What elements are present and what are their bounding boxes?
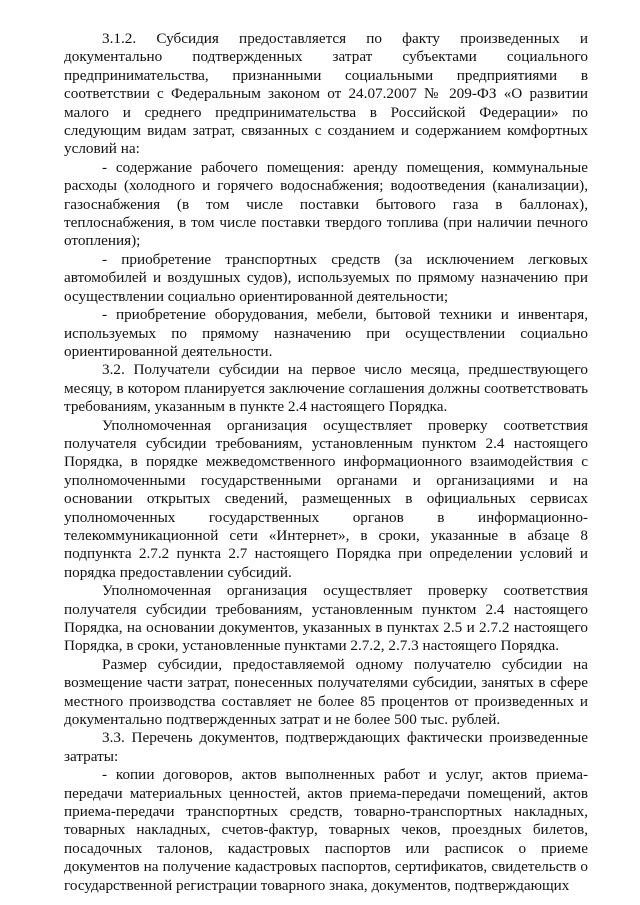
paragraph-3-1-2: 3.1.2. Субсидия предоставляется по факту произведенных и документально подтвержденных затрат субъектами социального предпринимательства, признанными социальными предприятиями в соответствии с Федеральным законом от 24.07.2007 № 209-ФЗ «О развитии малого и среднего предпринимательства в Российской Федерации» по следующим видам затрат, связанных с созданием и содержанием комфортных условий на: [64,30,588,158]
paragraph-premises-costs: - содержание рабочего помещения: аренду помещения, коммунальные расходы (холодного и горячего водоснабжения; водоотведения (канализации), газоснабжения (в том числе поставки бытового газа в баллонах), теплоснабжения, в том числе поставки твердого топлива (при наличии печного отопления); [64,158,588,250]
paragraph-subsidy-amount: Размер субсидии, предоставляемой одному получателю субсидии на возмещение части затрат, понесенных получателями субсидии, занятых в сфере местного производства составляет не более 85 процентов от произведенных и документально подтвержденных затрат и не более 500 тыс. рублей. [64,655,588,729]
paragraph-equipment-costs: - приобретение оборудования, мебели, бытовой техники и инвентаря, используемых по прямому назначению при осуществлении социально ориентированной деятельности. [64,306,588,360]
paragraph-vehicle-costs: - приобретение транспортных средств (за исключением легковых автомобилей и воздушных судов), используемых по прямому назначению при осуществлении социально ориентированной деятельности; [64,250,588,305]
paragraph-document-copies: - копии договоров, актов выполненных работ и услуг, актов приема-передачи материальных ценностей, актов приема-передачи помещений, актов приема-передачи транспортных средств, товарно-транспортных накладных, товарных накладных, счетов-фактур, товарных чеков, проездных билетов, посадочных талонов, кадастровых паспортов или расписок о приеме документов на получение кадастровых паспортов, сертификатов, свидетельств о государственной регистрации товарного знака, документов, подтверждающих [64,766,588,894]
paragraph-document-check: Уполномоченная организация осуществляет проверку соответствия получателя субсидии требованиям, установленным пунктом 2.4 настоящего Порядка, на основании документов, указанных в пунктах 2.5 и 2.7.2 настоящего Порядка, в сроки, установленные пунктами 2.7.2, 2.7.3 настоящего Порядка. [64,582,588,655]
paragraph-interagency-check: Уполномоченная организация осуществляет проверку соответствия получателя субсидии требованиям, установленным пунктом 2.4 настоящего Порядка, в порядке межведомственного информационного взаимодействия с уполномоченными государственными органами и организациями и на основании открытых сведений, размещенных в официальных сервисах уполномоченных государственных органов в информационно-телекоммуникационной сети «Интернет», в сроки, указанные в абзаце 8 подпункта 2.7.2 пункта 2.7 настоящего Порядка при определении условий и порядка предоставлении субсидий. [64,416,588,581]
paragraph-3-2: 3.2. Получатели субсидии на первое число месяца, предшествующего месяцу, в котором планируется заключение соглашения должны соответствовать требованиям, указанным в пункте 2.4 настоящего Порядка. [64,361,588,416]
paragraph-3-3: 3.3. Перечень документов, подтверждающих фактически произведенные затраты: [64,729,588,765]
